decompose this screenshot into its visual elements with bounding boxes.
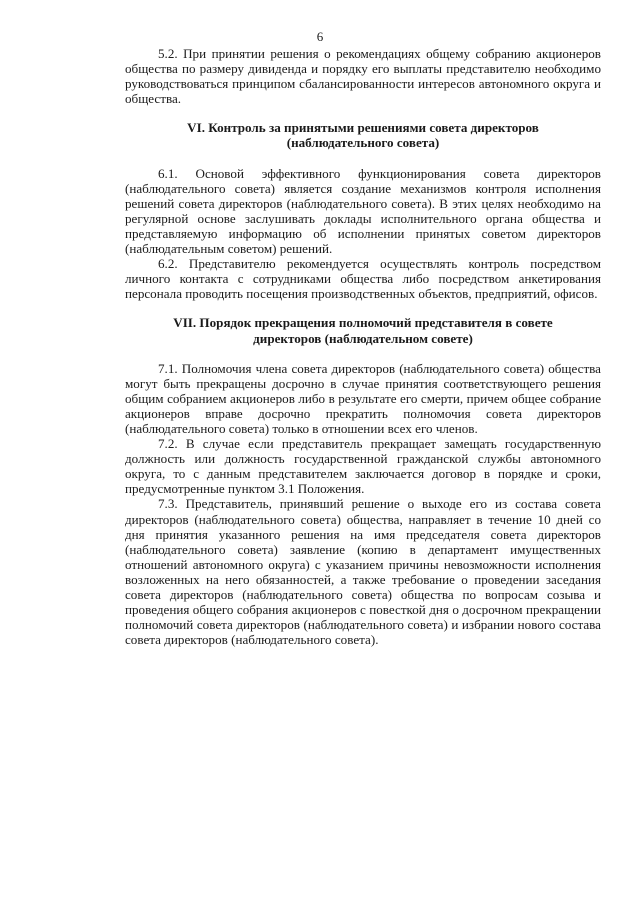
section-heading-vii <box>125 315 601 345</box>
section-heading-vii-line2: директоров (наблюдательном совете) <box>253 330 473 346</box>
paragraph-6-1: 6.1. Основой эффективного функционирования совета директоров (наблюдательного совета) является создание механизмов контроля исполнения решений совета директоров (наблюдательного совета). В этих целях необходимо на регулярной основе заслушивать доклады исполнительного органа общества и представляемую информацию об исполнении принятых советом директоров (наблюдательным советом) решений. <box>125 165 601 257</box>
page-number: 6 <box>316 29 324 44</box>
paragraph-6-2: 6.2. Представителю рекомендуется осуществлять контроль посредством личного контакта с сотрудниками общества либо посредством анкетирования персонала проводить посещения производственных объектов, предприятий, офисов. <box>125 256 601 302</box>
section-heading-vi-line2: (наблюдательного совета) <box>286 135 440 151</box>
paragraph-7-1: 7.1. Полномочия члена совета директоров (наблюдательного совета) общества могут быть прекращены досрочно в случае принятия соответствующего решения общим собранием акционеров либо в результате его смерти, причем общее собрание акционеров вправе досрочно прекратить полномочия совета директоров (наблюдательного совета) только в отношении всех его членов. <box>125 360 601 436</box>
paragraph-5-2: 5.2. При принятии решения о рекомендациях общему собранию акционеров общества по размеру дивиденда и порядку его выплаты представителю необходимо руководствоваться принципом сбалансированности интересов автономного округа и общества. <box>125 46 601 107</box>
section-heading-vii-line1: VII. Порядок прекращения полномочий представителя в совете <box>173 315 553 331</box>
paragraph-7-3: 7.3. Представитель, принявший решение о выходе его из состава совета директоров (наблюдательного совета) общества, направляет в течение 10 дней со дня принятия указанного решения на имя председателя совета директоров (наблюдательного совета) заявление (копию в департамент имущественных отношений автономного округа) с указанием причины невозможности исполнения возложенных на него обязанностей, а также требование о проведении заседания совета директоров (наблюдательного совета) общества по вопросам созыва и проведения общего собрания акционеров с повесткой дня о досрочном прекращении полномочий совета директоров (наблюдательного совета) и избрании нового состава совета директоров (наблюдательного совета). <box>125 496 601 648</box>
paragraph-7-2: 7.2. В случае если представитель прекращает замещать государственную должность или должность государственной гражданской службы автономного округа, то с данным представителем заключается договор в порядке и сроки, предусмотренные пунктом 3.1 Положения. <box>125 436 601 497</box>
section-heading-vi-line1: VI. Контроль за принятыми решениями совета директоров <box>187 120 539 136</box>
document-body <box>125 46 601 647</box>
section-heading-vi <box>125 120 601 150</box>
